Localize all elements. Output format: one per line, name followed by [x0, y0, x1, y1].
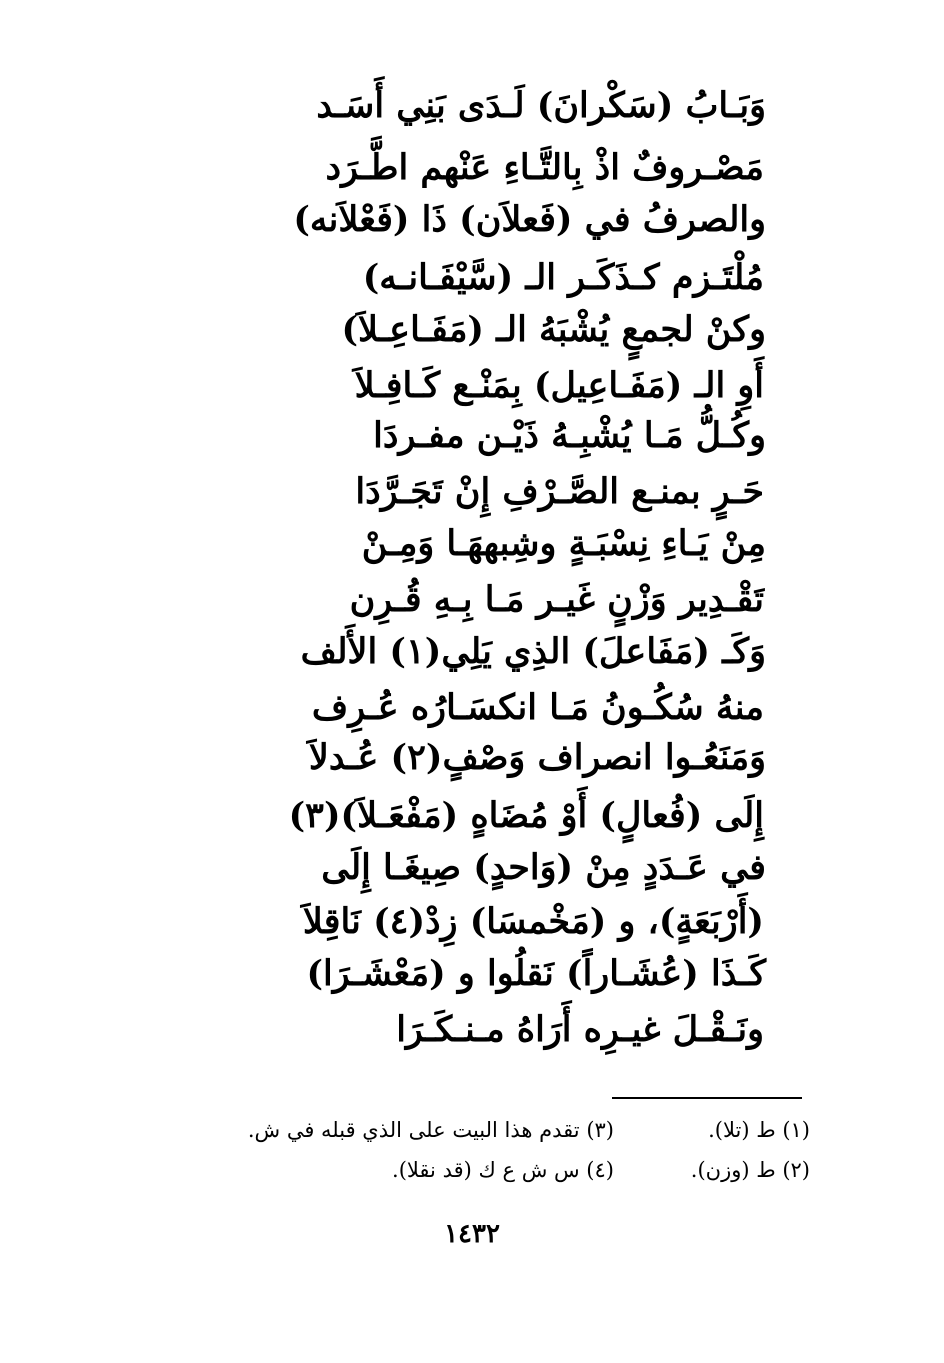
verse-2-first-hemistich: والصرفُ في (فَعلاَن) ذَا (فَعْلاَنه) — [293, 199, 766, 240]
verse-1-first-hemistich: وَبَـابُ (سَكْرانَ) لَـدَى بَنِي أَسَـد — [316, 85, 766, 126]
footnote-1: (١) ط (تلا). — [708, 1118, 810, 1142]
footnote-separator — [612, 1097, 802, 1099]
verse-8-second-hemistich: (أَرْبَعَةٍ)، و (مَخْمسَا) زِدْ(٤) نَاقِلاَ — [302, 901, 764, 942]
verse-1-second-hemistich: مَصْـروفٌ اذْ بِالتَّـاءِ عَنْهم اطَّـرَد — [325, 147, 764, 188]
verse-2-second-hemistich: مُلْتَـزم كـذَكَـر الـ (سَّيْفَـانـه) — [362, 257, 764, 298]
verse-3-second-hemistich: أَوِ الـ (مَفَـاعِيل) بِمَنْـع كَـافِـلاَ — [354, 365, 764, 406]
footnote-2: (٢) ط (وزن). — [690, 1158, 810, 1182]
verse-7-first-hemistich: وَمَنَعُـوا انصراف وَصْفٍ(٢) عُـدلاَ — [308, 737, 766, 778]
verse-5-first-hemistich: مِنْ يَـاءِ نِسْبَـةٍ وشِبههَـا وَمِـنْ — [361, 523, 766, 564]
verse-9-second-hemistich: ونَـقْـلَ غيـرِه أَرَاهُ مـنـكَـرَا — [396, 1009, 764, 1050]
verse-4-first-hemistich: وكُـلُّ مَـا يُشْبِـهُ ذَيْـن مفـردَا — [373, 415, 766, 456]
verse-5-second-hemistich: تَقْـدِير وَزْنٍ غَيـر مَـا بِـهِ قُـرِن — [349, 579, 764, 620]
verse-9-first-hemistich: كَـذَا (عُشَـاراً) نَقلُوا و (مَعْشَـرَا) — [306, 953, 766, 994]
page-number: ١٤٣٢ — [444, 1219, 500, 1249]
verse-6-first-hemistich: وَكَـ (مَفَاعلَ) الذِي يَلِي(١) الأَلف — [300, 631, 766, 672]
verse-7-second-hemistich: إِلَى (فُعالٍ) أَوْ مُضَاهٍ (مَفْعَـلاَ)(٣) — [288, 795, 764, 836]
verse-6-second-hemistich: منهُ سُكُـونُ مَـا انكسَـارُه عُـرِف — [311, 687, 764, 728]
footnote-3: (٣) تقدم هذا البيت على الذي قبله في ش. — [247, 1118, 614, 1142]
verse-8-first-hemistich: في عَـدَدٍ مِنْ (وَاحدٍ) صِيغَـا إِلَى — [321, 847, 766, 888]
verse-3-first-hemistich: وكنْ لجمعٍ يُشْبَهُ الـ (مَفَـاعِـلاَ) — [341, 309, 766, 350]
verse-4-second-hemistich: حَـرٍ بمنـع الصَّـرْفِ إِنْ تَجَـرَّدَا — [355, 471, 764, 512]
footnote-4: (٤) س ش ع ك (قد نقلا). — [392, 1158, 614, 1182]
